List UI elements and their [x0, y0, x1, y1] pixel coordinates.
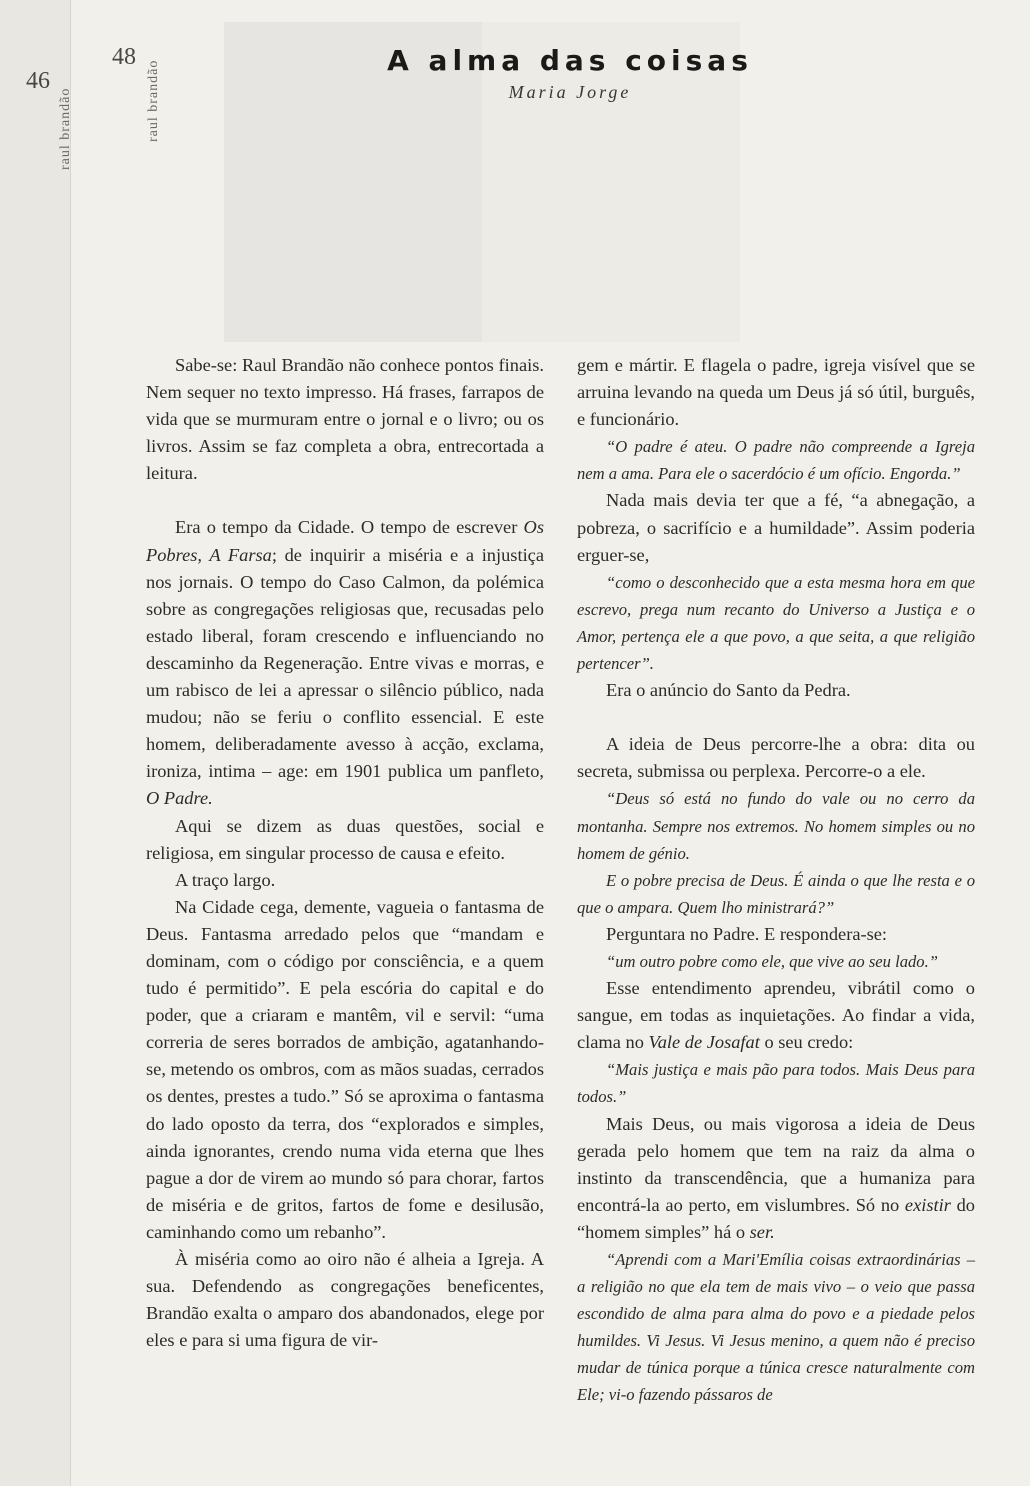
- previous-page-edge: [0, 0, 71, 1486]
- paragraph: Perguntara no Padre. E respondera-se:: [606, 923, 888, 944]
- quotation: “Mais justiça e mais pão para todos. Mais Deus para todos.”: [577, 1060, 975, 1107]
- paragraph: Era o tempo da Cidade. O tempo de escrever Os Pobres, A Farsa; de inquirir a miséria e a injustiça nos jornais. O tempo do Caso Calmon, da polémica sobre as congregações religiosas que, recusadas pelo estado liberal, foram crescendo e influenciando no descaminho da Regeneração. Entre vivas e morras, e um rabisco de lei a apressar o silêncio público, nada mudou; não se feriu o conflito essencial. E este homem, deliberadamente avesso à acção, exclama, ironiza, intima – age: em 1901 publica um panfleto, O Padre.: [146, 517, 544, 809]
- article-title: A alma das coisas: [387, 44, 753, 77]
- page-number-previous: 46: [26, 68, 50, 94]
- running-head: raul brandão: [146, 59, 161, 142]
- paragraph: A traço largo.: [175, 869, 276, 890]
- article-author: Maria Jorge: [508, 82, 632, 102]
- paragraph: A ideia de Deus percorre-lhe a obra: dita ou secreta, submissa ou perplexa. Percorre-o a ele.: [577, 734, 975, 782]
- quotation: “como o desconhecido que a esta mesma hora em que escrevo, prega num recanto do Universo a Justiça e o Amor, pertença ele a que povo, a que seita, a que religião pertencer”.: [577, 572, 975, 674]
- quotation: “Deus só está no fundo do vale ou no cerro da montanha. Sempre nos extremos. No homem simples ou no homem de génio.: [577, 789, 975, 863]
- book-title: Vale de Josafat: [648, 1032, 760, 1053]
- paragraph: Nada mais devia ter que a fé, “a abnegação, a pobreza, o sacrifício e a humildade”. Assim poderia erguer-se,: [577, 490, 975, 565]
- quotation: “O padre é ateu. O padre não compreende a Igreja nem a ama. Para ele o sacerdócio é um ofício. Engorda.”: [577, 437, 975, 484]
- page-number: 48: [112, 44, 136, 70]
- left-column: [146, 352, 544, 1354]
- paragraph: Na Cidade cega, demente, vagueia o fantasma de Deus. Fantasma arredado pelos que “mandam e dominam, com o código por consciência, e a quem tudo é permitido”. E pela escória do capital e do poder, que a criaram e mantêm, vil e servil: “uma correria de seres borrados de ambição, agatanhando-se, metendo os ombros, com as mãos suadas, cerrados os dentes, prestes a tudo.” Só se aproxima o fantasma do lado oposto da terra, dos “explorados e simples, ainda ignorantes, crendo numa vida eterna que lhes pague a dor de virem ao mundo só para chorar, fartos de miséria e de gritos, fartos de fome e desilusão, caminhando como um rebanho”.: [146, 896, 544, 1242]
- book-titles: Os Pobres, A Farsa: [146, 517, 544, 565]
- paragraph: Aqui se dizem as duas questões, social e religiosa, em singular processo de causa e efeito.: [146, 815, 544, 863]
- paragraph: Era o anúncio do Santo da Pedra.: [606, 680, 851, 701]
- paragraph: gem e mártir. E flagela o padre, igreja visível que se arruina levando na queda um Deus já só útil, burguês, e funcionário.: [577, 355, 975, 430]
- paragraph: Sabe-se: Raul Brandão não conhece pontos finais. Nem sequer no texto impresso. Há frases, farrapos de vida que se murmuram entre o jornal e o livro; ou os livros. Assim se faz completa a obra, entrecortada a leitura.: [146, 355, 544, 484]
- right-column: [577, 352, 975, 1409]
- quotation: “um outro pobre como ele, que vive ao seu lado.”: [606, 951, 938, 971]
- paragraph: Mais Deus, ou mais vigorosa a ideia de Deus gerada pelo homem que tem na raiz da alma o instinto da transcendência, que a humaniza para encontrá-la ao perto, em vislumbres. Só no existir do “homem simples” há o ser.: [577, 1113, 975, 1242]
- quotation: E o pobre precisa de Deus. É ainda o que lhe resta e o que o ampara. Quem lho ministrará?”: [577, 870, 975, 917]
- running-head-previous: raul brandão: [58, 87, 73, 170]
- quotation: “Aprendi com a Mari'Emília coisas extraordinárias – a religião no que ela tem de mais vivo – o veio que passa escondido de alma para alma do povo e a piedade pelos humildes. Vi Jesus. Vi Jesus menino, a quem não é preciso mudar de túnica porque a túnica cresce naturalmente com Ele; vi-o fazendo pássaros de: [577, 1250, 975, 1405]
- paragraph: Esse entendimento aprendeu, vibrátil como o sangue, em todas as inquietações. Ao findar a vida, clama no Vale de Josafat o seu credo:: [577, 978, 975, 1053]
- paragraph: À miséria como ao oiro não é alheia a Igreja. A sua. Defendendo as congregações beneficentes, Brandão exalta o amparo dos abandonados, elege por eles e para si uma figura de vir-: [146, 1249, 544, 1351]
- book-title: O Padre.: [146, 788, 213, 809]
